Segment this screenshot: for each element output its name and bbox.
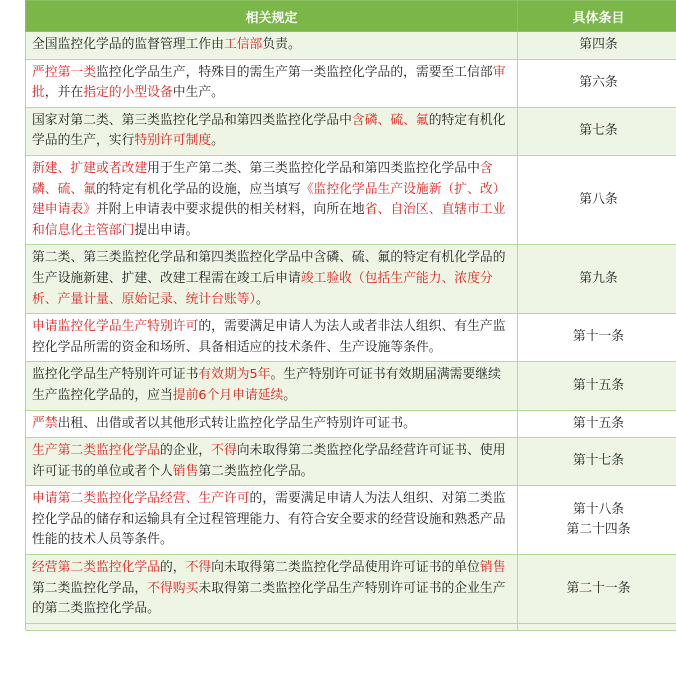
- article-number: 第十七条: [572, 453, 625, 469]
- regulation-text: ，并在: [44, 85, 84, 101]
- article-number: 第二十四条: [566, 522, 631, 538]
- article-cell: [518, 59, 676, 107]
- highlighted-text: 不得购买: [147, 580, 199, 596]
- highlighted-text: 申请监控化学品生产特别许可: [32, 319, 199, 335]
- regulation-text: 提出申请。: [134, 222, 199, 238]
- article-cell: [518, 32, 676, 60]
- regulation-text: 未取得第二类监控化学品生产特别许可证书的企业生产的第二类监控化学品。: [32, 580, 506, 617]
- table-row: [26, 155, 676, 244]
- highlighted-text: 有效期为5年: [198, 367, 271, 383]
- regulation-text: 第二类监控化学品。: [198, 463, 314, 479]
- highlighted-text: 销售: [172, 463, 199, 479]
- highlighted-text: 审批: [32, 64, 506, 101]
- highlighted-text: 含磷、硫、氟: [32, 160, 493, 197]
- header-regulation: 相关规定: [26, 1, 518, 32]
- highlighted-text: 新建、扩建或者改建: [32, 160, 148, 176]
- highlighted-text: 严控第一类: [32, 64, 96, 80]
- regulation-text: 的，需要满足申请人为法人组织、对第二类监控化学品的储存和运输具有全过程管理能力、有符合安全要求的经营设施和熟悉产品性能的技术人员等条件。: [32, 491, 506, 548]
- highlighted-text: 申请第二类监控化学品经营、生产许可: [32, 491, 250, 507]
- regulation-cell: [26, 59, 518, 107]
- article-cell: [518, 623, 676, 630]
- table-row: [26, 314, 676, 362]
- highlighted-text: 销售: [479, 560, 506, 576]
- regulation-text: 监控化学品生产，特殊目的需生产第一类监控化学品的，需要至工信部: [95, 64, 493, 80]
- article-number: 第十一条: [572, 329, 625, 345]
- regulation-text: 第二类、第三类监控化学品和第四类监控化学品中含磷、硫、氟的特定有机化学品的生产设施新建、扩建、改建工程需在竣工后申请: [32, 250, 506, 286]
- highlighted-text: 提前6个月申请延续: [172, 387, 284, 403]
- article-cell: [518, 410, 676, 438]
- article-number: 第十八条: [572, 501, 625, 517]
- regulation-text: 出租、出借或者以其他形式转让监控化学品生产特别许可证书。: [57, 415, 416, 431]
- regulation-text: 的特定有机化学品的设施，应当填写: [95, 181, 301, 197]
- table-row: [26, 245, 676, 314]
- regulation-cell: [26, 314, 518, 362]
- highlighted-text: 生产第二类监控化学品: [32, 443, 160, 459]
- table-body: [26, 32, 676, 631]
- regulation-cell: [26, 410, 518, 438]
- highlighted-text: 不得: [185, 560, 212, 576]
- regulation-text: 并附上申请表中要求提供的相关材料，向所在地: [95, 202, 365, 218]
- regulation-text: 中生产。: [172, 85, 224, 101]
- article-cell: [518, 486, 676, 555]
- regulations-table: [25, 0, 676, 631]
- table-row: [26, 107, 676, 155]
- highlighted-text: 指定的小型设备: [83, 85, 173, 101]
- table-row: [26, 59, 676, 107]
- regulation-text: 全国监控化学品的监督管理工作由: [32, 37, 224, 52]
- article-cell: [518, 438, 676, 486]
- regulation-cell: [26, 438, 518, 486]
- article-cell: [518, 107, 676, 155]
- regulation-text: 的特定有机化学品的生产，实行: [32, 112, 506, 149]
- regulation-text: 监控化学品生产特别许可证书: [32, 367, 199, 383]
- highlighted-text: 含磷、硫、氟: [351, 112, 429, 128]
- regulation-text: 用于生产第二类、第三类监控化学品和第四类监控化学品中: [147, 160, 480, 176]
- regulation-cell: [26, 623, 518, 630]
- table-row: [26, 362, 676, 410]
- regulation-text: 。: [211, 133, 224, 149]
- regulation-cell: [26, 245, 518, 314]
- regulation-cell: [26, 155, 518, 244]
- regulation-cell: [26, 555, 518, 624]
- article-cell: [518, 155, 676, 244]
- article-number: 第十五条: [572, 415, 625, 431]
- highlighted-text: 省、自治区、直辖市工业和信息化主管部门: [32, 202, 506, 238]
- table-row: [26, 623, 676, 630]
- highlighted-text: 工信部: [223, 37, 263, 52]
- regulation-text: 负责。: [262, 37, 301, 52]
- regulation-cell: [26, 486, 518, 555]
- highlighted-text: 不得: [211, 443, 237, 459]
- regulation-text: 。: [283, 387, 297, 403]
- regulation-text: 的企业，: [159, 443, 212, 459]
- regulation-text: 向未取得第二类监控化学品使用许可证书的单位: [211, 560, 480, 576]
- table-row: [26, 32, 676, 60]
- highlighted-text: 竣工验收（包括生产能力、浓度分析、产量计量、原始记录、统计台账等）: [32, 270, 493, 307]
- regulation-text: 第二类监控化学品，: [32, 580, 148, 596]
- regulation-text: 。生产特别许可证书有效期届满需要继续生产监控化学品的，应当: [32, 367, 501, 403]
- table-header-row: [26, 1, 676, 32]
- article-cell: [518, 555, 676, 624]
- regulation-cell: [26, 32, 518, 60]
- article-number: 第六条: [579, 74, 618, 90]
- table-row: [26, 555, 676, 624]
- article-cell: [518, 314, 676, 362]
- highlighted-text: 特别许可制度: [134, 133, 212, 149]
- article-cell: [518, 245, 676, 314]
- table-row: [26, 438, 676, 486]
- highlighted-text: 经营第二类监控化学品: [32, 560, 160, 576]
- regulation-text: 向未取得第二类监控化学品经营许可证书、使用许可证书的单位或者个人: [32, 443, 506, 479]
- regulation-text: 国家对第二类、第三类监控化学品和第四类监控化学品中: [32, 112, 352, 128]
- article-number: 第二十一条: [566, 580, 631, 596]
- highlighted-text: 严禁: [32, 415, 58, 431]
- table-row: [26, 410, 676, 438]
- article-number: 第十五条: [572, 377, 625, 393]
- regulation-text: 的，需要满足申请人为法人或者非法人组织、有生产监控化学品所需的资金和场所、具备相适应的技术条件、生产设施等条件。: [32, 319, 506, 355]
- regulation-cell: [26, 362, 518, 410]
- article-number: 第七条: [579, 123, 618, 139]
- header-article: 具体条目: [518, 1, 676, 32]
- regulation-cell: [26, 107, 518, 155]
- article-number: 第九条: [579, 270, 618, 286]
- table-row: [26, 486, 676, 555]
- article-cell: [518, 362, 676, 410]
- article-number: 第八条: [579, 191, 618, 207]
- regulation-text: 。: [255, 291, 269, 307]
- regulation-text: 的，: [159, 560, 186, 576]
- highlighted-text: 《监控化学品生产设施新（扩、改）建申请表》: [32, 181, 506, 218]
- article-number: 第四条: [579, 37, 618, 52]
